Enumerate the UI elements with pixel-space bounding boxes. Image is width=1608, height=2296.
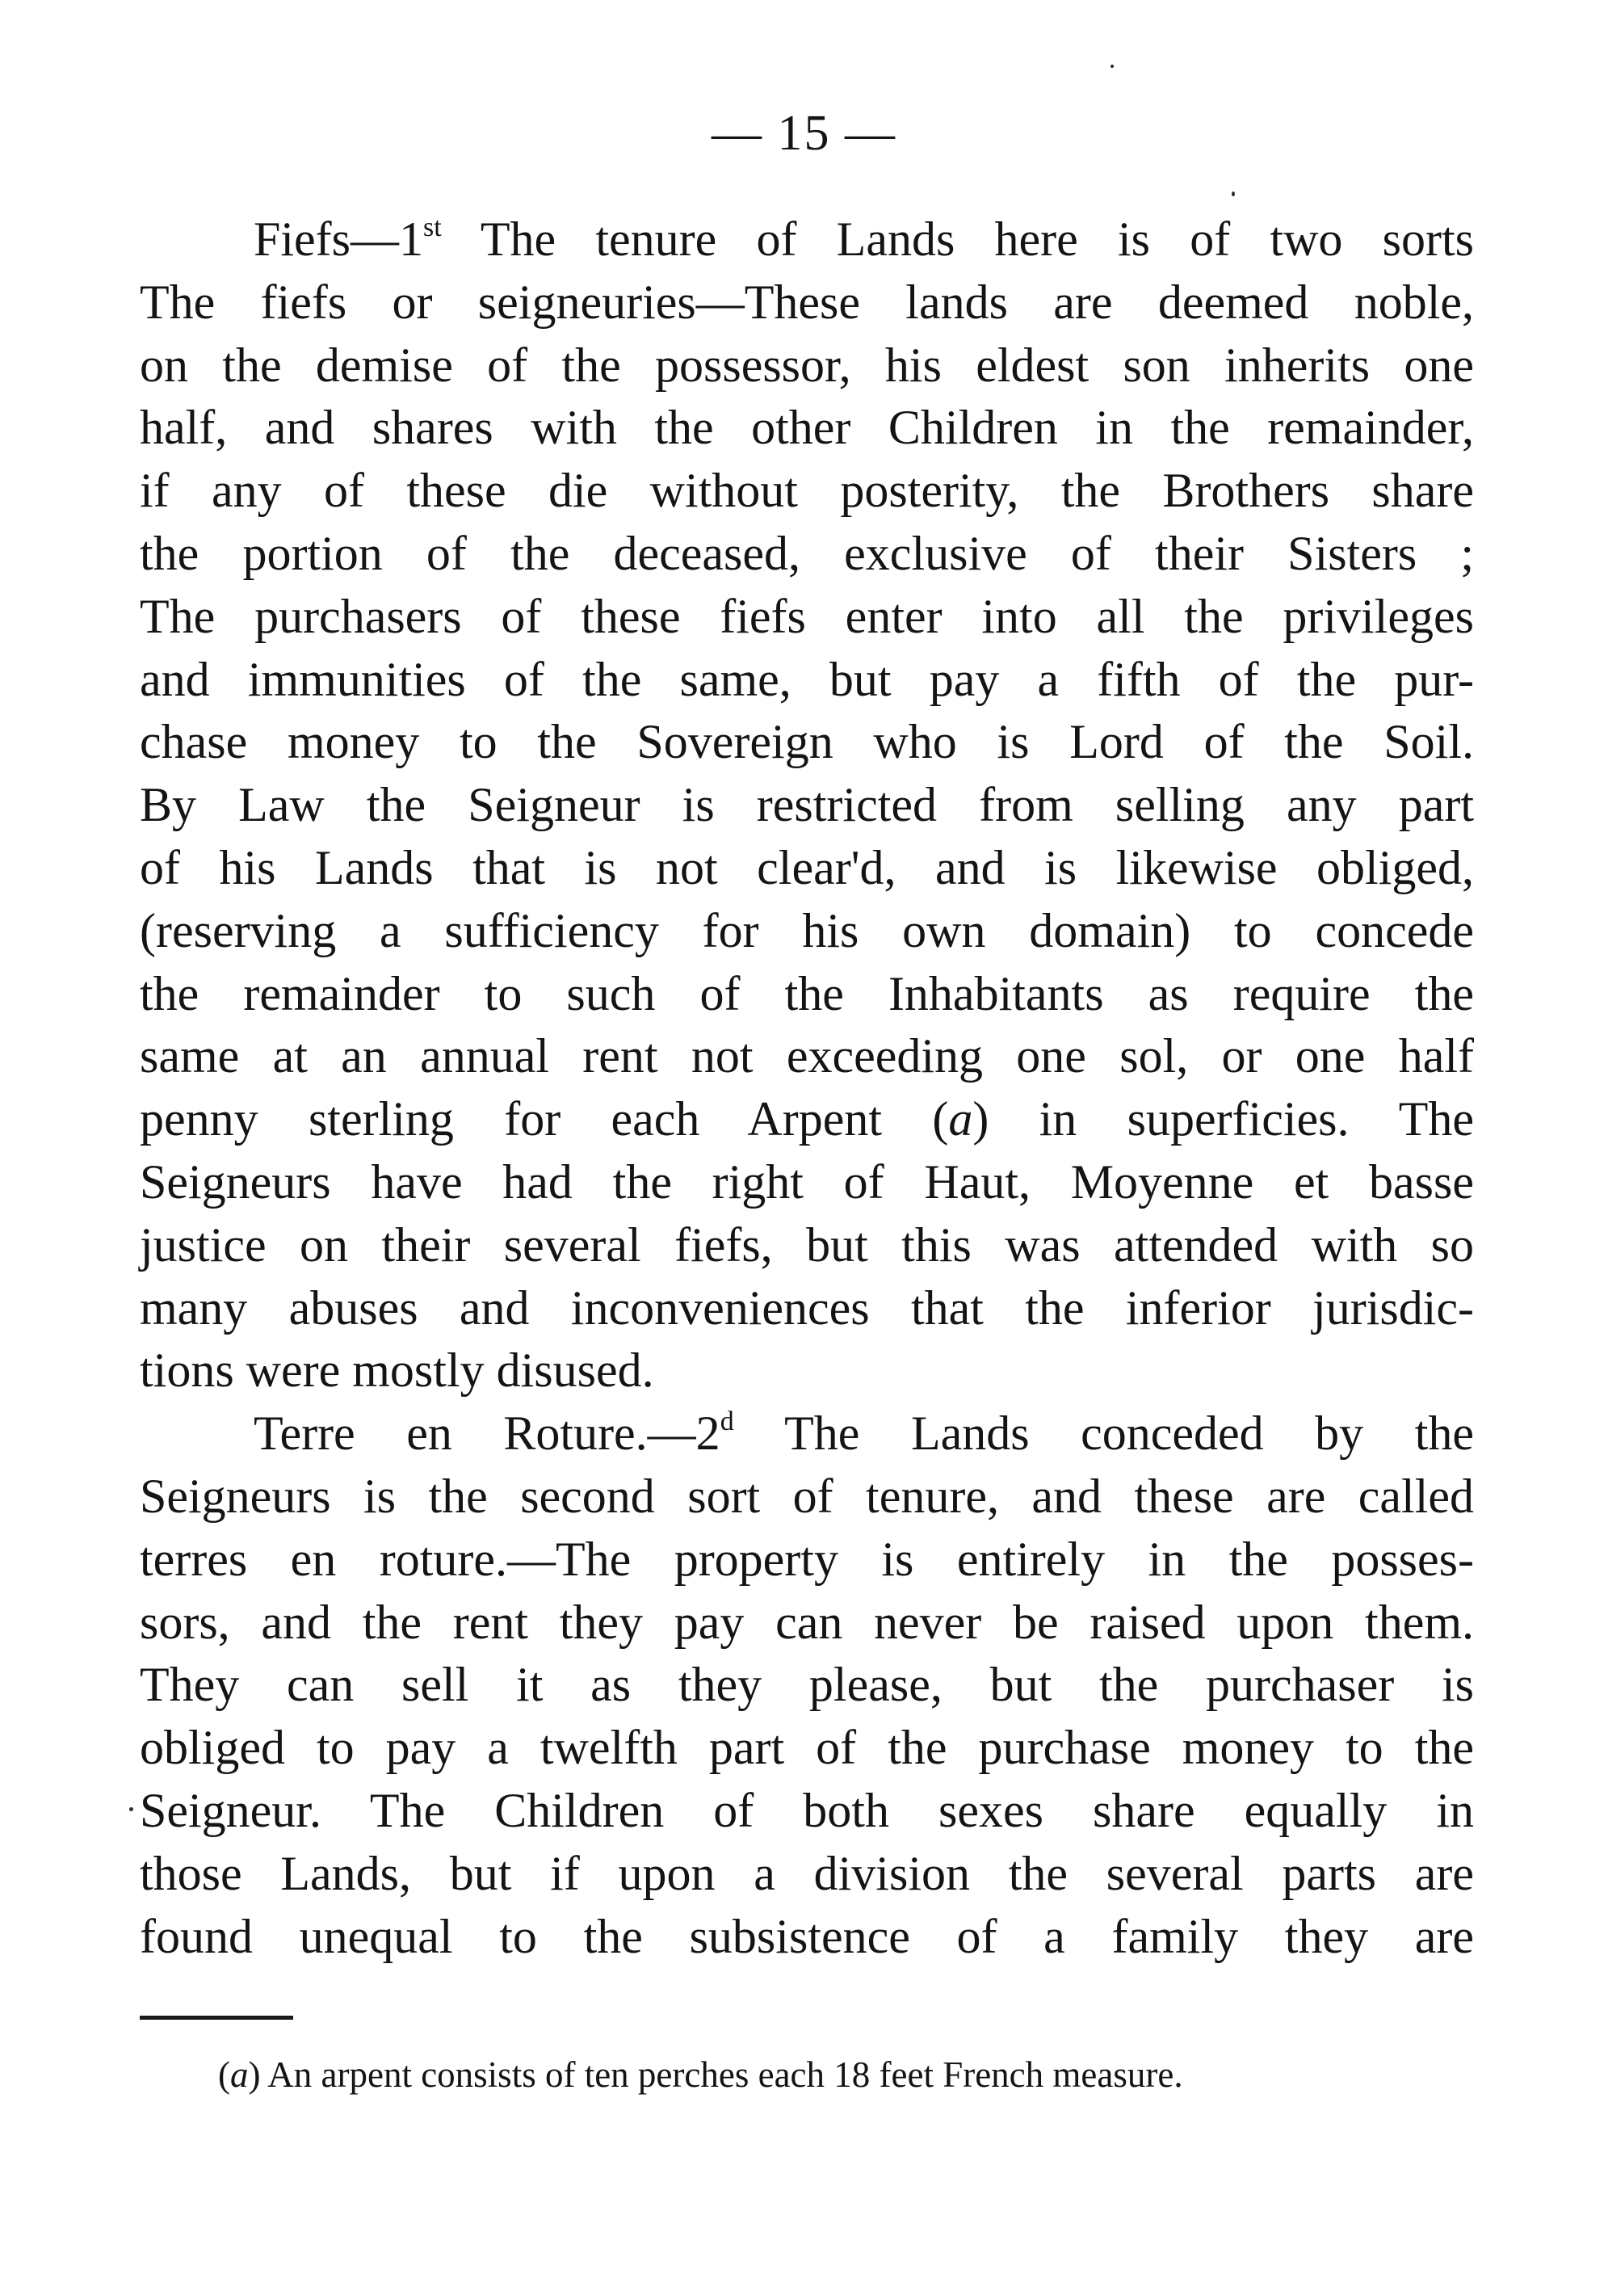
text-line: found unequal to the subsistence of a family they are [140, 1909, 1474, 1963]
text-line: They can sell it as they please, but the purchaser is [140, 1658, 1474, 1712]
scan-speck [1232, 191, 1235, 196]
text-line: justice on their several fiefs, but this was attended with so [140, 1217, 1474, 1272]
text-line: terres en roture.—The property is entirely in the posses- [140, 1532, 1474, 1586]
body-text [140, 208, 1474, 1968]
page-number: — 15 — [712, 106, 896, 161]
text-line: The purchasers of these fiefs enter into all the privileges [140, 589, 1474, 643]
superscript: st [423, 212, 442, 242]
text-line: Seigneur. The Children of both sexes share equally in [140, 1783, 1474, 1837]
text-line: on the demise of the possessor, his eldest son inherits one [140, 338, 1474, 392]
text-line: of his Lands that is not clear'd, and is likewise obliged, [140, 840, 1474, 894]
text-line: the remainder to such of the Inhabitants as require the [140, 966, 1474, 1020]
text-line: obliged to pay a twelfth part of the purchase money to the [140, 1721, 1474, 1775]
text-line: and immunities of the same, but pay a fifth of the pur- [140, 652, 1474, 706]
text-line: tions were mostly disused. [140, 1344, 654, 1398]
scan-speck [129, 1807, 133, 1811]
text-line: the portion of the deceased, exclusive of their Sisters ; [140, 526, 1474, 580]
footnote-text: An arpent consists of ten perches each 18 feet French measure. [267, 2054, 1183, 2095]
text-line: chase money to the Sovereign who is Lord of the Soil. [140, 715, 1474, 769]
superscript: d [720, 1407, 734, 1437]
text-line: same at an annual rent not exceeding one sol, or one half [140, 1029, 1474, 1083]
text-line: The fiefs or seigneuries—These lands are deemed noble, [140, 275, 1474, 329]
footnote-reference: a [948, 1092, 973, 1146]
text-line: sors, and the rent they pay can never be raised upon them. [140, 1595, 1474, 1649]
text-line: Terre en Roture.—2$^d$ The Lands conceded by the [254, 1407, 1474, 1461]
paragraph-terre-en-roture [140, 1402, 1474, 1968]
text-line: Fiefs—1st The tenure of Lands here is of two sorts [254, 212, 1474, 266]
text-line: Seigneurs is the second sort of tenure, and these are called [140, 1469, 1474, 1523]
text-line: By Law the Seigneur is restricted from selling any part [140, 778, 1474, 832]
text-line: (reserving a sufficiency for his own domain) to concede [140, 903, 1474, 957]
text-line: half, and shares with the other Children in the remainder, [140, 401, 1474, 455]
paragraph-fiefs [140, 208, 1474, 1402]
text-line: those Lands, but if upon a division the several parts are [140, 1846, 1474, 1900]
footnote: (a) An arpent consists of ten perches each 18 feet French measure. [218, 2054, 1183, 2095]
footnote-marker: a [230, 2054, 249, 2095]
text-line: penny sterling for each Arpent (a) in superficies. The [140, 1092, 1474, 1146]
text-line: if any of these die without posterity, the Brothers share [140, 464, 1474, 518]
text-line: many abuses and inconveniences that the inferior jurisdic- [140, 1280, 1474, 1335]
scan-speck [1110, 65, 1114, 68]
text-line: Seigneurs have had the right of Haut, Moyenne et basse [140, 1154, 1474, 1209]
footnote-rule [140, 2016, 293, 2020]
